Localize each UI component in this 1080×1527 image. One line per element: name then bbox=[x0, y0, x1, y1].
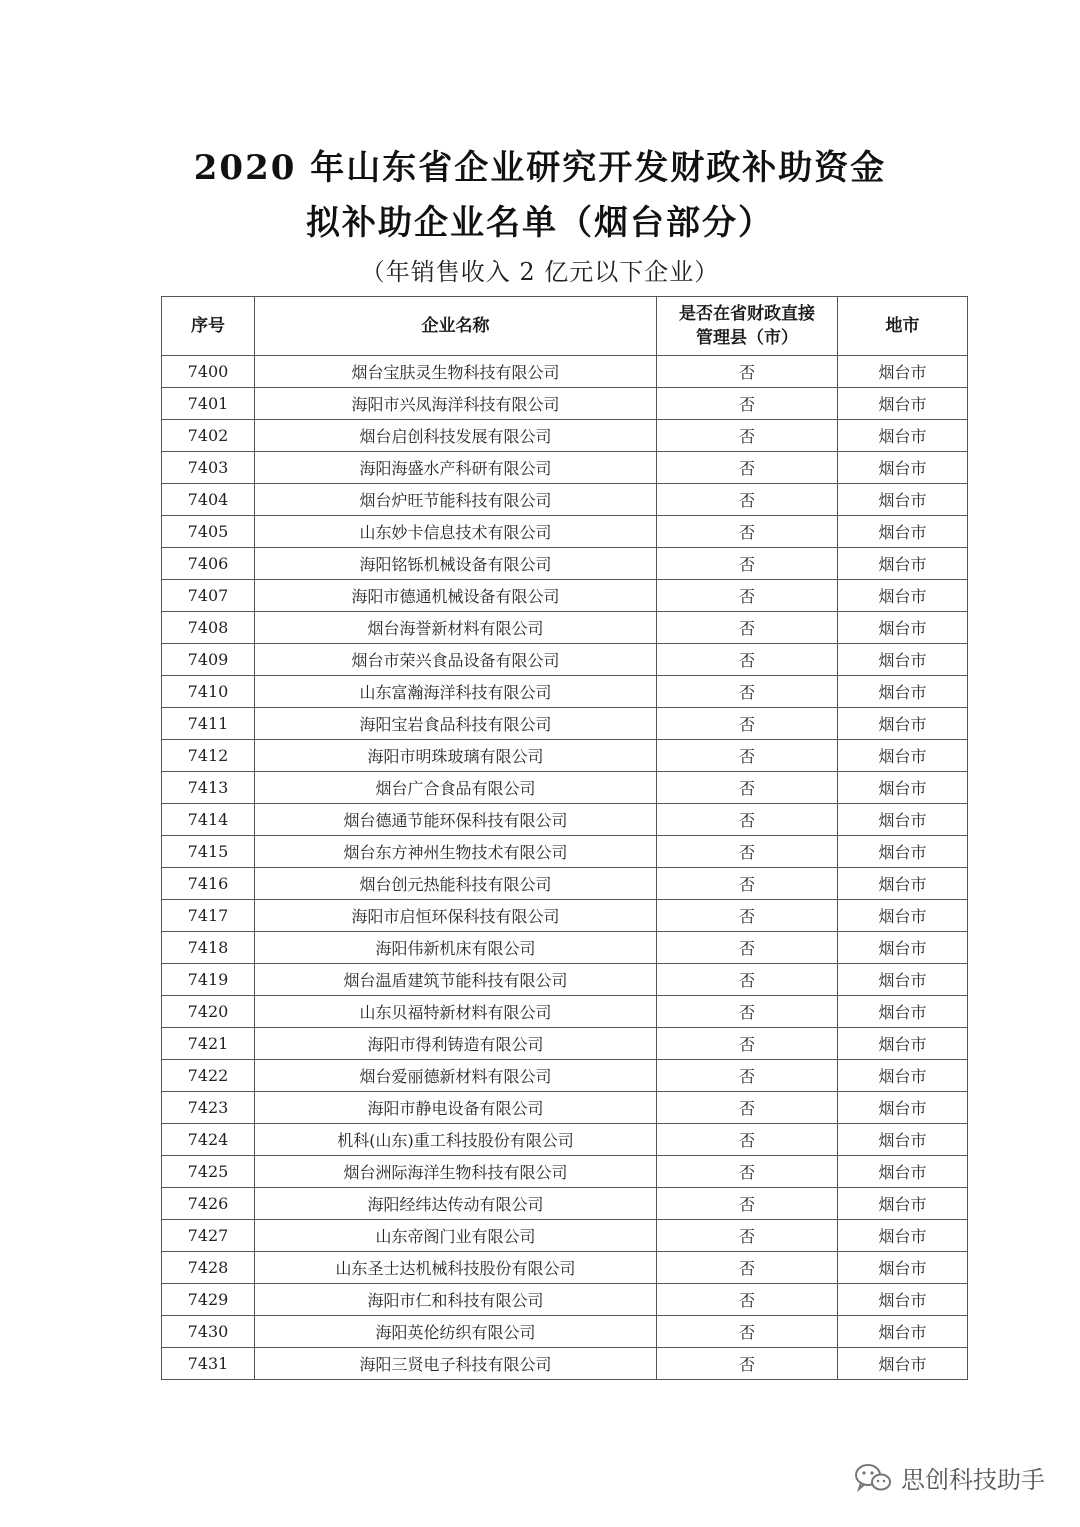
row-direct-managed-cell: 否 bbox=[657, 1060, 838, 1092]
row-company-name-cell: 海阳市明珠玻璃有限公司 bbox=[255, 740, 657, 772]
row-city-cell: 烟台市 bbox=[838, 836, 968, 868]
row-seq-cell: 7425 bbox=[162, 1156, 255, 1188]
row-seq-cell: 7429 bbox=[162, 1284, 255, 1316]
row-seq-cell: 7410 bbox=[162, 676, 255, 708]
row-company-name-cell: 山东富瀚海洋科技有限公司 bbox=[255, 676, 657, 708]
row-direct-managed-cell: 否 bbox=[657, 1252, 838, 1284]
row-company-name-cell: 海阳海盛水产科研有限公司 bbox=[255, 452, 657, 484]
document-subtitle: （年销售收入 2 亿元以下企业） bbox=[360, 258, 720, 286]
table-row bbox=[162, 772, 968, 804]
row-direct-managed-cell: 否 bbox=[657, 900, 838, 932]
row-direct-managed-cell: 否 bbox=[657, 772, 838, 804]
table-row bbox=[162, 1092, 968, 1124]
row-direct-managed-cell: 否 bbox=[657, 1156, 838, 1188]
row-company-name-cell: 烟台创元热能科技有限公司 bbox=[255, 868, 657, 900]
table-row bbox=[162, 356, 968, 388]
row-company-name-cell: 山东妙卡信息技术有限公司 bbox=[255, 516, 657, 548]
row-direct-managed-cell: 否 bbox=[657, 708, 838, 740]
row-city-cell: 烟台市 bbox=[838, 548, 968, 580]
table-row bbox=[162, 580, 968, 612]
row-city-cell: 烟台市 bbox=[838, 676, 968, 708]
header-company-name: 企业名称 bbox=[255, 297, 657, 356]
header-direct-managed-line-1: 是否在省财政直接 bbox=[679, 304, 815, 324]
table-row bbox=[162, 388, 968, 420]
row-city-cell: 烟台市 bbox=[838, 1060, 968, 1092]
row-direct-managed-cell: 否 bbox=[657, 1348, 838, 1380]
table-row bbox=[162, 1124, 968, 1156]
table-row bbox=[162, 868, 968, 900]
row-direct-managed-cell: 否 bbox=[657, 964, 838, 996]
row-city-cell: 烟台市 bbox=[838, 772, 968, 804]
row-direct-managed-cell: 否 bbox=[657, 1028, 838, 1060]
row-company-name-cell: 海阳市兴凤海洋科技有限公司 bbox=[255, 388, 657, 420]
table-row bbox=[162, 484, 968, 516]
row-company-name-cell: 山东帝阁门业有限公司 bbox=[255, 1220, 657, 1252]
row-city-cell: 烟台市 bbox=[838, 1156, 968, 1188]
row-direct-managed-cell: 否 bbox=[657, 452, 838, 484]
document-title-line-1: 2020 年山东省企业研究开发财政补助资金 bbox=[193, 148, 887, 188]
row-seq-cell: 7408 bbox=[162, 612, 255, 644]
row-city-cell: 烟台市 bbox=[838, 1092, 968, 1124]
row-direct-managed-cell: 否 bbox=[657, 1220, 838, 1252]
row-city-cell: 烟台市 bbox=[838, 1028, 968, 1060]
wechat-icon bbox=[853, 1462, 893, 1494]
row-company-name-cell: 烟台炉旺节能科技有限公司 bbox=[255, 484, 657, 516]
table-body bbox=[162, 356, 968, 1380]
table-row bbox=[162, 1060, 968, 1092]
row-direct-managed-cell: 否 bbox=[657, 388, 838, 420]
header-city: 地市 bbox=[838, 297, 968, 356]
row-company-name-cell: 海阳宝岩食品科技有限公司 bbox=[255, 708, 657, 740]
table-row bbox=[162, 1252, 968, 1284]
row-seq-cell: 7424 bbox=[162, 1124, 255, 1156]
table-row bbox=[162, 900, 968, 932]
row-company-name-cell: 烟台东方神州生物技术有限公司 bbox=[255, 836, 657, 868]
row-city-cell: 烟台市 bbox=[838, 900, 968, 932]
row-direct-managed-cell: 否 bbox=[657, 1284, 838, 1316]
row-company-name-cell: 烟台市荣兴食品设备有限公司 bbox=[255, 644, 657, 676]
row-seq-cell: 7426 bbox=[162, 1188, 255, 1220]
row-seq-cell: 7417 bbox=[162, 900, 255, 932]
row-city-cell: 烟台市 bbox=[838, 964, 968, 996]
row-city-cell: 烟台市 bbox=[838, 516, 968, 548]
row-city-cell: 烟台市 bbox=[838, 452, 968, 484]
row-seq-cell: 7413 bbox=[162, 772, 255, 804]
row-direct-managed-cell: 否 bbox=[657, 644, 838, 676]
row-company-name-cell: 海阳铭铄机械设备有限公司 bbox=[255, 548, 657, 580]
row-direct-managed-cell: 否 bbox=[657, 676, 838, 708]
row-seq-cell: 7404 bbox=[162, 484, 255, 516]
row-seq-cell: 7419 bbox=[162, 964, 255, 996]
row-seq-cell: 7422 bbox=[162, 1060, 255, 1092]
row-city-cell: 烟台市 bbox=[838, 996, 968, 1028]
table-row bbox=[162, 836, 968, 868]
row-direct-managed-cell: 否 bbox=[657, 1188, 838, 1220]
row-seq-cell: 7421 bbox=[162, 1028, 255, 1060]
row-city-cell: 烟台市 bbox=[838, 356, 968, 388]
table-row bbox=[162, 996, 968, 1028]
row-city-cell: 烟台市 bbox=[838, 932, 968, 964]
watermark-text: 思创科技助手 bbox=[901, 1466, 1045, 1494]
header-seq: 序号 bbox=[162, 297, 255, 356]
row-city-cell: 烟台市 bbox=[838, 580, 968, 612]
row-city-cell: 烟台市 bbox=[838, 484, 968, 516]
table-header-row bbox=[162, 297, 968, 356]
row-direct-managed-cell: 否 bbox=[657, 868, 838, 900]
table-row bbox=[162, 964, 968, 996]
row-city-cell: 烟台市 bbox=[838, 1348, 968, 1380]
row-seq-cell: 7403 bbox=[162, 452, 255, 484]
row-direct-managed-cell: 否 bbox=[657, 996, 838, 1028]
row-direct-managed-cell: 否 bbox=[657, 516, 838, 548]
table-row bbox=[162, 1156, 968, 1188]
row-seq-cell: 7409 bbox=[162, 644, 255, 676]
watermark bbox=[853, 1460, 1045, 1495]
row-city-cell: 烟台市 bbox=[838, 1316, 968, 1348]
row-direct-managed-cell: 否 bbox=[657, 804, 838, 836]
table-row bbox=[162, 420, 968, 452]
row-direct-managed-cell: 否 bbox=[657, 356, 838, 388]
row-company-name-cell: 海阳市启恒环保科技有限公司 bbox=[255, 900, 657, 932]
row-seq-cell: 7412 bbox=[162, 740, 255, 772]
row-seq-cell: 7427 bbox=[162, 1220, 255, 1252]
row-company-name-cell: 烟台洲际海洋生物科技有限公司 bbox=[255, 1156, 657, 1188]
row-city-cell: 烟台市 bbox=[838, 388, 968, 420]
row-direct-managed-cell: 否 bbox=[657, 612, 838, 644]
row-city-cell: 烟台市 bbox=[838, 1124, 968, 1156]
header-direct-managed bbox=[657, 297, 838, 356]
table-row bbox=[162, 452, 968, 484]
table-row bbox=[162, 548, 968, 580]
row-city-cell: 烟台市 bbox=[838, 1252, 968, 1284]
table-row bbox=[162, 1188, 968, 1220]
row-city-cell: 烟台市 bbox=[838, 1220, 968, 1252]
row-city-cell: 烟台市 bbox=[838, 804, 968, 836]
table-row bbox=[162, 1028, 968, 1060]
table-row bbox=[162, 804, 968, 836]
row-city-cell: 烟台市 bbox=[838, 1188, 968, 1220]
row-seq-cell: 7401 bbox=[162, 388, 255, 420]
row-seq-cell: 7428 bbox=[162, 1252, 255, 1284]
row-seq-cell: 7414 bbox=[162, 804, 255, 836]
row-direct-managed-cell: 否 bbox=[657, 484, 838, 516]
row-company-name-cell: 烟台广合食品有限公司 bbox=[255, 772, 657, 804]
row-city-cell: 烟台市 bbox=[838, 708, 968, 740]
row-seq-cell: 7411 bbox=[162, 708, 255, 740]
row-company-name-cell: 海阳市仁和科技有限公司 bbox=[255, 1284, 657, 1316]
row-seq-cell: 7406 bbox=[162, 548, 255, 580]
table-row bbox=[162, 1284, 968, 1316]
row-direct-managed-cell: 否 bbox=[657, 420, 838, 452]
row-seq-cell: 7400 bbox=[162, 356, 255, 388]
row-direct-managed-cell: 否 bbox=[657, 1124, 838, 1156]
table-row bbox=[162, 676, 968, 708]
row-direct-managed-cell: 否 bbox=[657, 548, 838, 580]
table-row bbox=[162, 1348, 968, 1380]
row-seq-cell: 7430 bbox=[162, 1316, 255, 1348]
row-direct-managed-cell: 否 bbox=[657, 740, 838, 772]
row-company-name-cell: 海阳伟新机床有限公司 bbox=[255, 932, 657, 964]
row-seq-cell: 7405 bbox=[162, 516, 255, 548]
row-seq-cell: 7420 bbox=[162, 996, 255, 1028]
row-city-cell: 烟台市 bbox=[838, 1284, 968, 1316]
row-seq-cell: 7431 bbox=[162, 1348, 255, 1380]
row-company-name-cell: 烟台宝肤灵生物科技有限公司 bbox=[255, 356, 657, 388]
row-company-name-cell: 山东圣士达机械科技股份有限公司 bbox=[255, 1252, 657, 1284]
row-company-name-cell: 烟台启创科技发展有限公司 bbox=[255, 420, 657, 452]
row-city-cell: 烟台市 bbox=[838, 612, 968, 644]
row-company-name-cell: 海阳市德通机械设备有限公司 bbox=[255, 580, 657, 612]
row-city-cell: 烟台市 bbox=[838, 644, 968, 676]
row-company-name-cell: 海阳市静电设备有限公司 bbox=[255, 1092, 657, 1124]
row-direct-managed-cell: 否 bbox=[657, 1316, 838, 1348]
row-seq-cell: 7402 bbox=[162, 420, 255, 452]
row-company-name-cell: 海阳英伦纺织有限公司 bbox=[255, 1316, 657, 1348]
row-city-cell: 烟台市 bbox=[838, 868, 968, 900]
document-title-line-2: 拟补助企业名单（烟台部分） bbox=[306, 203, 774, 243]
row-company-name-cell: 海阳三贤电子科技有限公司 bbox=[255, 1348, 657, 1380]
row-company-name-cell: 海阳市得利铸造有限公司 bbox=[255, 1028, 657, 1060]
row-company-name-cell: 海阳经纬达传动有限公司 bbox=[255, 1188, 657, 1220]
row-company-name-cell: 烟台海誉新材料有限公司 bbox=[255, 612, 657, 644]
row-city-cell: 烟台市 bbox=[838, 420, 968, 452]
header-direct-managed-line-2: 管理县（市） bbox=[696, 328, 798, 348]
row-company-name-cell: 烟台温盾建筑节能科技有限公司 bbox=[255, 964, 657, 996]
table-row bbox=[162, 1220, 968, 1252]
row-company-name-cell: 机科(山东)重工科技股份有限公司 bbox=[255, 1124, 657, 1156]
table-row bbox=[162, 708, 968, 740]
row-seq-cell: 7418 bbox=[162, 932, 255, 964]
row-seq-cell: 7423 bbox=[162, 1092, 255, 1124]
row-seq-cell: 7416 bbox=[162, 868, 255, 900]
row-direct-managed-cell: 否 bbox=[657, 836, 838, 868]
row-company-name-cell: 山东贝福特新材料有限公司 bbox=[255, 996, 657, 1028]
table-row bbox=[162, 740, 968, 772]
row-company-name-cell: 烟台德通节能环保科技有限公司 bbox=[255, 804, 657, 836]
row-direct-managed-cell: 否 bbox=[657, 1092, 838, 1124]
row-seq-cell: 7407 bbox=[162, 580, 255, 612]
table-row bbox=[162, 932, 968, 964]
row-direct-managed-cell: 否 bbox=[657, 932, 838, 964]
table-row bbox=[162, 1316, 968, 1348]
row-city-cell: 烟台市 bbox=[838, 740, 968, 772]
table-row bbox=[162, 612, 968, 644]
row-direct-managed-cell: 否 bbox=[657, 580, 838, 612]
row-seq-cell: 7415 bbox=[162, 836, 255, 868]
table-row bbox=[162, 644, 968, 676]
table-row bbox=[162, 516, 968, 548]
row-company-name-cell: 烟台爱丽德新材料有限公司 bbox=[255, 1060, 657, 1092]
company-list-table bbox=[161, 296, 968, 1380]
